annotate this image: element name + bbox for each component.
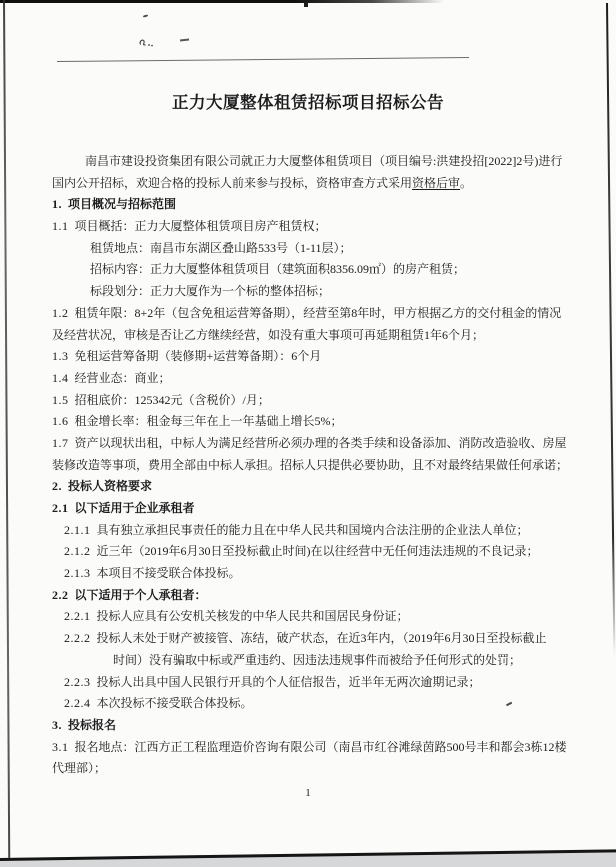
line-number: 2.2.4 xyxy=(64,696,91,711)
document-line xyxy=(52,758,568,780)
line-text: 以下适用于个人承租者： xyxy=(74,587,207,602)
line-text: 报名地点：江西方正工程监理造价咨询有限公司（南昌市红谷滩绿茵路500号丰和都会3栋12楼 xyxy=(74,739,567,754)
document-line xyxy=(52,498,568,520)
line-number: 3.1 xyxy=(52,739,69,754)
line-text: 以下适用于企业承租者 xyxy=(74,501,195,515)
line-number: 1.5 xyxy=(52,392,69,407)
line-text: 资产以现状出租，中标人为满足经营所必须办理的各类手续和设备添加、消防改造验收、房屋 xyxy=(74,435,567,450)
document-line xyxy=(52,715,568,737)
line-number: 2. xyxy=(52,479,62,494)
line-number: 1.7 xyxy=(52,435,69,450)
line-number: 2.1.3 xyxy=(64,566,91,581)
line-text: 投标人出具中国人民银行开具的个人征信报告，近半年无两次逾期记录； xyxy=(96,674,481,689)
line-number: 3. xyxy=(52,717,62,732)
line-number: 2.1 xyxy=(52,501,69,515)
line-text: 项目概括：正力大厦整体租赁项目房产租赁权； xyxy=(74,219,327,234)
line-number: 2.2.2 xyxy=(64,631,91,646)
line-text: 装修改造等事项，费用全部由中标人承担。招标人只提供必要协助，且不对最终结果做任何承诺； xyxy=(52,457,569,472)
document-line xyxy=(52,476,568,498)
document-line xyxy=(52,325,568,347)
document-body xyxy=(52,151,568,780)
line-number: 2.1.2 xyxy=(64,544,91,559)
line-text: 投标人资格要求 xyxy=(68,479,153,494)
line-number: 1. xyxy=(52,197,62,212)
document-line xyxy=(52,628,568,650)
document-line xyxy=(52,672,568,694)
document-line xyxy=(52,541,568,563)
line-text: 具有独立承担民事责任的能力且在中华人民共和国境内合法注册的企业法人单位； xyxy=(96,522,529,537)
document-line xyxy=(52,737,568,759)
document-line xyxy=(52,390,568,412)
page-edge-left xyxy=(3,0,10,860)
line-text: 本次投标不接受联合体投标。 xyxy=(96,696,253,711)
line-text: 租金增长率：租金每三年在上一年基础上增长5%； xyxy=(74,414,343,429)
scan-smudge-dash xyxy=(180,38,189,41)
document-title: 正力大厦整体租赁招标项目招标公告 xyxy=(172,93,444,112)
line-text: 本项目不接受联合体投标。 xyxy=(96,566,241,581)
document-line xyxy=(52,433,568,455)
line-number: 2.2.1 xyxy=(64,609,91,624)
document-line xyxy=(52,606,568,628)
intro-line-2-period: 。 xyxy=(460,175,473,190)
document-line xyxy=(52,411,568,433)
document-lines xyxy=(52,194,568,780)
line-text: 租赁年限：8+2年（包含免租运营筹备期），经营至第8年时，甲方根据乙方的交付租金的情况 xyxy=(74,305,562,320)
document-line xyxy=(52,281,568,303)
line-number: 1.4 xyxy=(52,370,69,385)
line-text: 招标内容：正力大厦整体租赁项目（建筑面积8356.09㎡）的房产租赁； xyxy=(90,262,466,277)
document-line xyxy=(52,455,568,477)
document-line xyxy=(52,303,568,325)
document-line xyxy=(52,238,568,260)
scan-artifact-line xyxy=(57,57,469,62)
document-line xyxy=(52,216,568,238)
line-text: 招租底价：125342元（含税价）/月； xyxy=(74,392,270,407)
line-number: 2.1.1 xyxy=(64,522,91,537)
page-edge-top xyxy=(0,0,444,3)
line-text: 经营业态：商业； xyxy=(74,370,171,385)
line-text: 租赁地点：南昌市东湖区叠山路533号（1-11层）； xyxy=(90,240,352,255)
scan-smudge-scribble xyxy=(138,35,155,53)
document-line xyxy=(52,563,568,585)
line-text: 近三年（2019年6月30日至投标截止时间)在以往经营中无任何违法违规的不良记录； xyxy=(96,544,539,559)
document-line xyxy=(52,520,568,542)
page-number: 1 xyxy=(305,787,311,799)
scan-smudge-dot xyxy=(143,14,148,17)
line-number: 1.6 xyxy=(52,414,69,429)
document-line xyxy=(52,259,568,281)
page-edge-top-notch xyxy=(304,2,308,7)
document-line xyxy=(52,693,568,715)
document-line xyxy=(52,194,568,216)
line-text: 投标报名 xyxy=(68,717,117,732)
line-text: 投标人应具有公安机关核发的中华人民共和国居民身份证； xyxy=(96,609,409,624)
intro-line-2-text: 国内公开招标，欢迎合格的投标人前来参与投标，资格审查方式采用 xyxy=(52,175,413,190)
line-text: 免租运营筹备期（装修期+运营筹备期）：6个月 xyxy=(74,349,322,364)
document-line xyxy=(52,650,568,672)
line-text: 项目概况与招标范围 xyxy=(68,197,177,212)
line-number: 1.1 xyxy=(52,219,69,234)
document-line xyxy=(52,346,568,368)
line-text: 时间）没有骗取中标或严重违约、因违法违规事件而被给予任何形式的处罚； xyxy=(113,652,522,667)
line-text: 投标人未处于财产被接管、冻结，破产状态，在近3年内，（2019年6月30日至投标截止 xyxy=(96,631,547,646)
line-number: 1.2 xyxy=(52,305,69,320)
page-edge-bottom xyxy=(0,849,616,867)
line-number: 2.2.3 xyxy=(64,674,91,689)
line-number: 2.2 xyxy=(52,587,69,602)
line-text: 标段划分：正力大厦作为一个标的整体招标； xyxy=(90,284,331,299)
line-number: 1.3 xyxy=(52,349,69,364)
underlined-phrase: 资格后审 xyxy=(412,175,461,190)
intro-line-1: 南昌市建设投资集团有限公司就正力大厦整体租赁项目（项目编号:洪建投招[2022]2号)进行 xyxy=(85,154,563,168)
document-line xyxy=(52,368,568,390)
intro-line-2 xyxy=(52,173,568,195)
line-text: 代理部）； xyxy=(52,761,107,776)
line-text: 及经营状况，审核是否让乙方继续经营，如没有重大事项可再延期租赁1年6个月； xyxy=(52,327,485,342)
document-line xyxy=(52,585,568,607)
